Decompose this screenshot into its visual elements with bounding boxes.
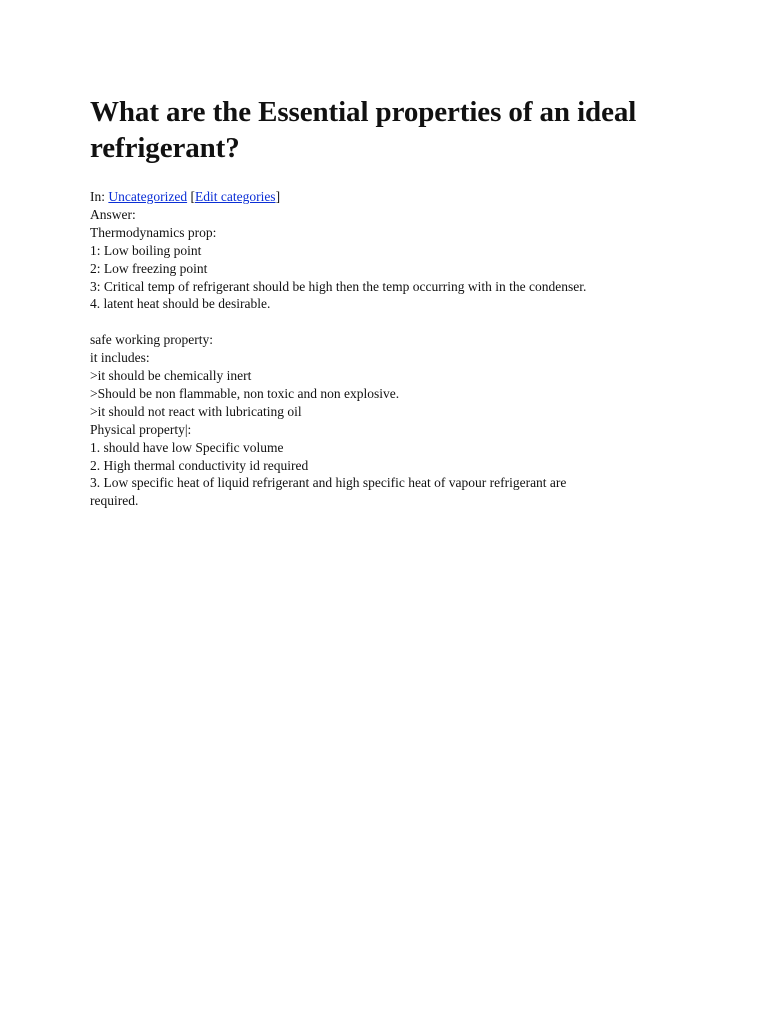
safe-heading: safe working property: [90, 332, 213, 348]
category-line [90, 188, 690, 206]
category-link[interactable]: Uncategorized [108, 189, 188, 204]
list-item: >Should be non flammable, non toxic and non explosive. [90, 385, 400, 401]
list-item: 2. High thermal conductivity id required [90, 457, 309, 473]
list-item: >it should be chemically inert [90, 368, 252, 384]
answer-label: Answer: [90, 206, 136, 222]
list-item: >it should not react with lubricating oil [90, 403, 302, 419]
physical-heading: Physical property|: [90, 421, 192, 437]
article [90, 94, 690, 510]
open-bracket: [ [190, 189, 195, 204]
list-item: 1: Low boiling point [90, 242, 202, 258]
in-label: In: [90, 189, 105, 204]
list-item: required. [90, 493, 139, 509]
page-title: What are the Essential properties of an ideal refrigerant? [90, 96, 637, 164]
thermo-heading: Thermodynamics prop: [90, 224, 217, 240]
list-item: 3. Low specific heat of liquid refrigerant and high specific heat of vapour refrigerant are [90, 475, 567, 491]
list-item: 4. latent heat should be desirable. [90, 296, 271, 312]
list-item: 2: Low freezing point [90, 260, 208, 276]
spacer [90, 313, 690, 331]
list-item: 3: Critical temp of refrigerant should be high then the temp occurring with in the condenser. [90, 278, 587, 294]
safe-intro: it includes: [90, 350, 150, 366]
list-item: 1. should have low Specific volume [90, 439, 284, 455]
close-bracket: ] [275, 189, 281, 204]
edit-categories-link[interactable]: Edit categories [194, 189, 276, 204]
